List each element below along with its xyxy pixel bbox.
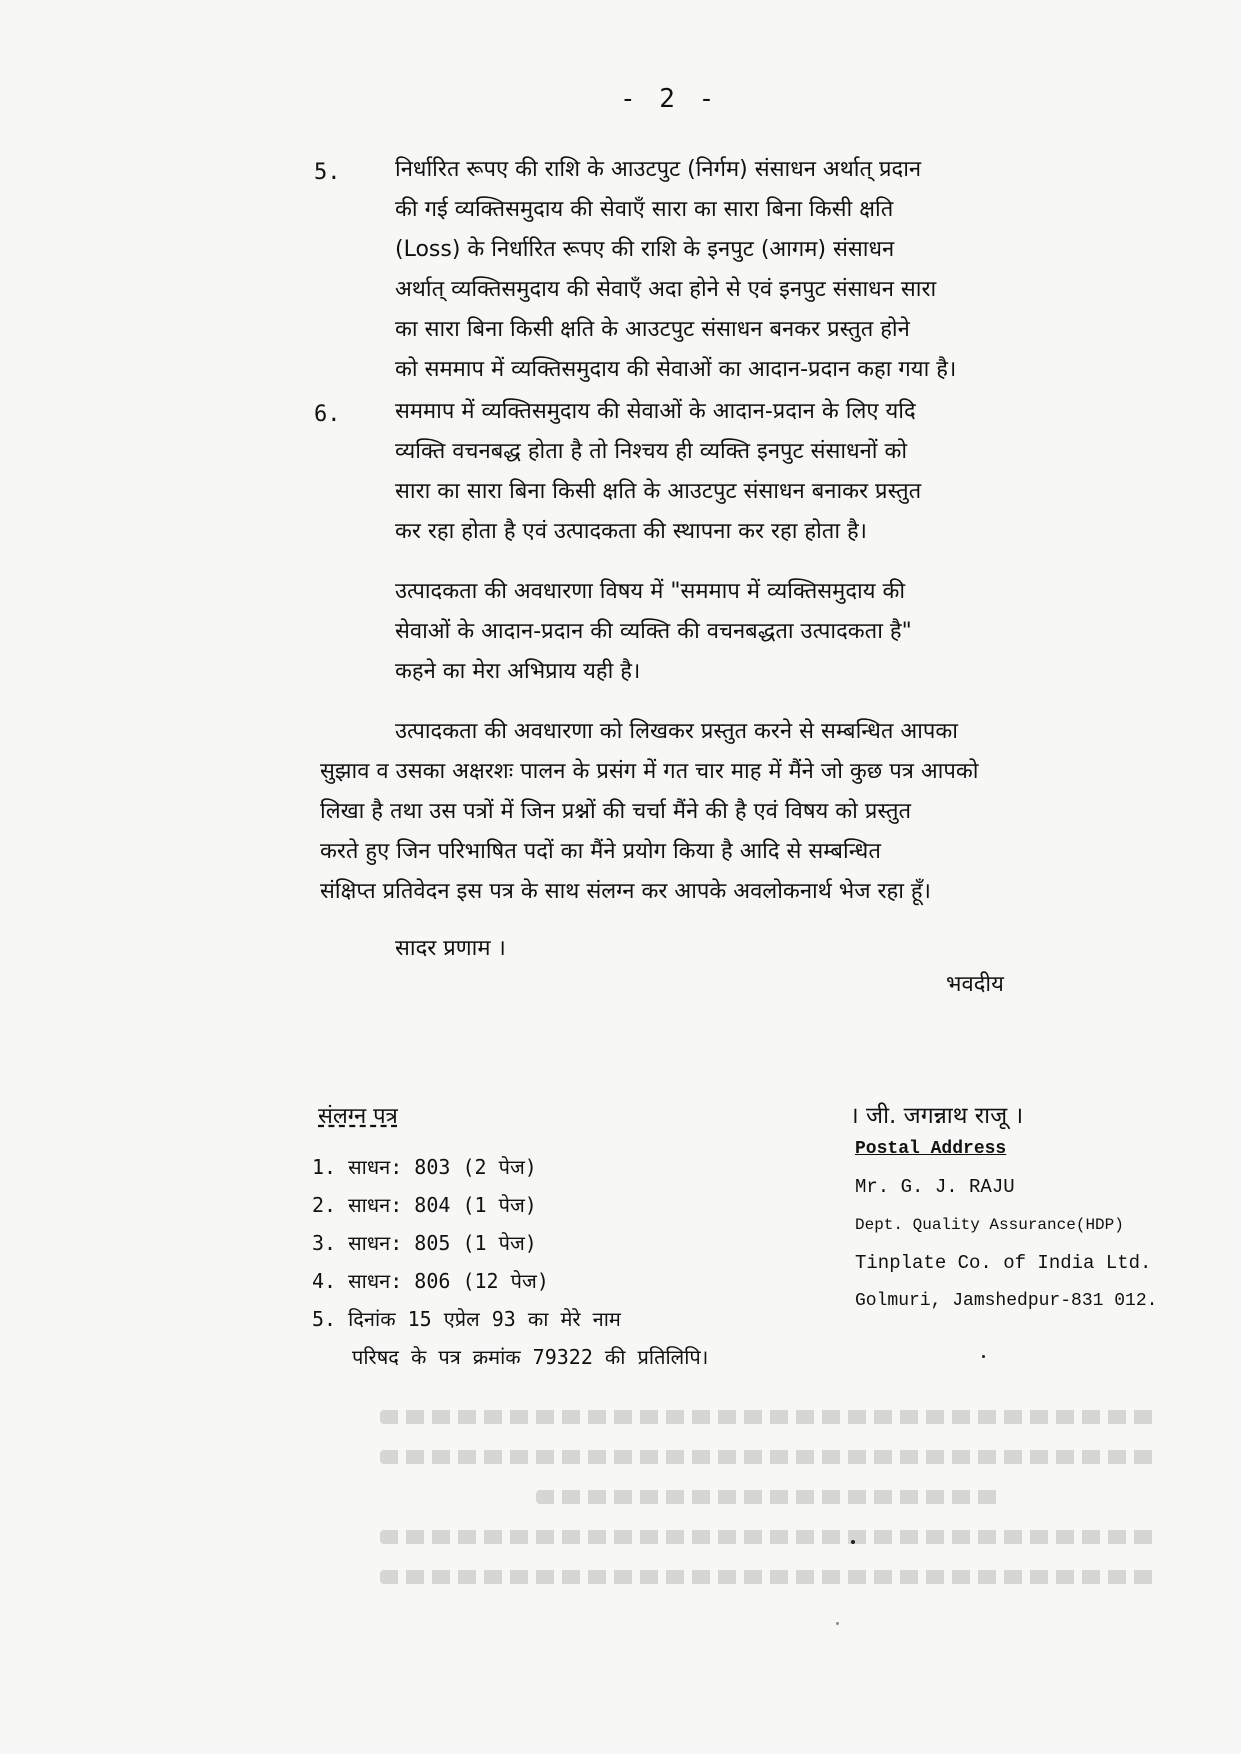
paragraph-line: अर्थात् व्यक्तिसमुदाय की सेवाएँ अदा होने से एवं इनपुट संसाधन सारा — [395, 277, 937, 302]
enclosure-item: 5. दिनांक 15 एप्रेल 93 का मेरे नाम — [312, 1307, 621, 1331]
paragraph-line: उत्पादकता की अवधारणा को लिखकर प्रस्तुत करने से सम्बन्धित आपका — [395, 719, 959, 744]
summary-paragraph — [320, 712, 978, 912]
paper-speck — [982, 1355, 985, 1358]
paragraph-line: निर्धारित रूपए की राशि के आउटपुट (निर्गम) संसाधन अर्थात् प्रदान — [395, 157, 922, 182]
paragraph-line: सममाप में व्यक्तिसमुदाय की सेवाओं के आदान-प्रदान के लिए यदि — [395, 399, 916, 424]
enclosure-item: 3. साधन: 805 (1 पेज) — [312, 1231, 537, 1255]
address-line: Golmuri, Jamshedpur-831 012. — [855, 1291, 1158, 1311]
address-heading: Postal Address — [855, 1139, 1007, 1159]
paragraph-line: (Loss) के निर्धारित रूपए की राशि के इनपुट (आगम) संसाधन — [395, 237, 895, 262]
paragraph-line: उत्पादकता की अवधारणा विषय में "सममाप में व्यक्तिसमुदाय की — [395, 579, 906, 604]
numbered-paragraph — [395, 150, 956, 390]
paragraph-line: कर रहा होता है एवं उत्पादकता की स्थापना कर रहा होता है। — [395, 519, 868, 544]
paragraph-line: संक्षिप्त प्रतिवेदन इस पत्र के साथ संलग्न कर आपके अवलोकनार्थ भेज रहा हूँ। — [320, 879, 931, 904]
closing: भवदीय — [946, 972, 1004, 997]
enclosure-item: 4. साधन: 806 (12 पेज) — [312, 1269, 549, 1293]
paragraph-line: को सममाप में व्यक्तिसमुदाय की सेवाओं का आदान-प्रदान कहा गया है। — [395, 357, 957, 382]
address-line: Mr. G. J. RAJU — [855, 1176, 1015, 1198]
enclosure-item-continuation: परिषद के पत्र क्रमांक 79322 की प्रतिलिपि। — [352, 1345, 709, 1369]
numbered-paragraph — [395, 392, 921, 552]
address-line: Tinplate Co. of India Ltd. — [855, 1252, 1152, 1274]
postal-address — [855, 1130, 1157, 1320]
paragraph-line: कहने का मेरा अभिप्राय यही है। — [395, 659, 641, 684]
paragraph-line: व्यक्ति वचनबद्ध होता है तो निश्चय ही व्यक्ति इनपुट संसाधनों को — [395, 439, 908, 464]
page-number: - 2 - — [620, 84, 719, 114]
paragraph-line: करते हुए जिन परिभाषित पदों का मैंने प्रयोग किया है आदि से सम्बन्धित — [320, 839, 881, 864]
paragraph-line: सेवाओं के आदान-प्रदान की व्यक्ति की वचनबद्धता उत्पादकता है" — [395, 619, 912, 644]
address-line: Dept. Quality Assurance(HDP) — [855, 1216, 1124, 1234]
concept-paragraph — [395, 572, 912, 692]
paragraph-line: का सारा बिना किसी क्षति के आउटपुट संसाधन बनकर प्रस्तुत होने — [395, 317, 910, 342]
enclosures-heading: संलग्न पत्र — [318, 1104, 398, 1129]
enclosures-list — [312, 1148, 708, 1376]
paper-speck — [851, 1540, 855, 1544]
paragraph-line: की गई व्यक्तिसमुदाय की सेवाएँ सारा का सारा बिना किसी क्षति — [395, 197, 894, 222]
paper-speck — [836, 1622, 839, 1625]
paragraph-line: सुझाव व उसका अक्षरशः पालन के प्रसंग में गत चार माह में मैंने जो कुछ पत्र आपको — [320, 759, 979, 784]
paragraph-line: सारा का सारा बिना किसी क्षति के आउटपुट संसाधन बनाकर प्रस्तुत — [395, 479, 922, 504]
enclosure-item: 2. साधन: 804 (1 पेज) — [312, 1193, 537, 1217]
item-number: 6. — [314, 402, 341, 427]
item-number: 5. — [314, 160, 341, 185]
signatory-name: । जी. जगन्नाथ राजू । — [850, 1103, 1024, 1129]
enclosure-item: 1. साधन: 803 (2 पेज) — [312, 1155, 537, 1179]
salutation: सादर प्रणाम । — [395, 936, 506, 961]
paragraph-line: लिखा है तथा उस पत्रों में जिन प्रश्नों की चर्चा मैंने की है एवं विषय को प्रस्तुत — [320, 799, 912, 824]
bleed-through-text — [380, 1410, 1160, 1640]
